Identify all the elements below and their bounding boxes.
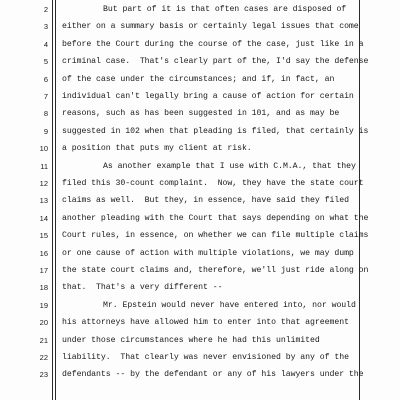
line-number: 17	[39, 266, 48, 275]
line-text: defendants -- by the defendant or any of his lawyers under the	[62, 370, 364, 380]
transcript-line	[0, 367, 400, 385]
line-number: 9	[43, 126, 48, 136]
line-number: 22	[39, 353, 48, 362]
line-number: 12	[39, 179, 48, 188]
transcript-line	[0, 333, 400, 351]
line-text: liability. That clearly was never envisioned by any of the	[62, 353, 349, 362]
line-text: As another example that I use with C.M.A., that they	[103, 161, 356, 171]
transcript-line	[0, 19, 400, 37]
transcript-line	[0, 315, 400, 333]
line-text: But part of it is that often cases are disposed of	[103, 5, 347, 14]
line-number: 5	[43, 57, 48, 67]
transcript-line	[0, 211, 400, 229]
line-number: 15	[39, 231, 48, 241]
line-number: 14	[39, 213, 48, 223]
transcript-line	[0, 176, 400, 194]
line-number: 16	[39, 248, 48, 258]
line-number: 10	[39, 144, 48, 154]
line-text: criminal case. That's clearly part of the, I'd say the defense	[62, 57, 369, 67]
line-number: 2	[43, 5, 48, 14]
transcript-line	[0, 228, 400, 246]
line-number: 8	[43, 109, 48, 119]
line-text: Court rules, in essence, on whether we can file multiple claims	[62, 231, 369, 241]
line-number: 18	[39, 283, 48, 293]
line-text: or one cause of action with multiple violations, we may dump	[62, 248, 354, 258]
line-text: a position that puts my client at risk.	[62, 144, 252, 154]
transcript-line	[0, 37, 400, 55]
line-text: reasons, such as has been suggested in 101, and as may be	[62, 109, 340, 119]
line-text: either on a summary basis or certainly legal issues that come	[62, 22, 359, 32]
line-text: suggested in 102 when that pleading is filed, that certainly is	[62, 126, 369, 136]
line-number: 7	[43, 92, 48, 101]
transcript-line	[0, 141, 400, 159]
line-text: the state court claims and, therefore, we'll just ride along on	[62, 266, 369, 275]
transcript-line	[0, 246, 400, 264]
transcript-line	[0, 2, 400, 20]
line-text: under those circumstances where he had this unlimited	[62, 335, 320, 345]
line-text: individual can't legally bring a cause of action for certain	[62, 92, 354, 101]
line-text: that. That's a very different --	[62, 283, 223, 293]
transcript-line	[0, 54, 400, 72]
line-number: 19	[39, 300, 48, 310]
line-text: of the case under the circumstances; and if, in fact, an	[62, 74, 335, 84]
transcript-line	[0, 159, 400, 177]
line-text: before the Court during the course of the case, just like in a	[62, 39, 364, 49]
transcript-line	[0, 263, 400, 281]
transcript-line	[0, 298, 400, 316]
line-text: filed this 30-count complaint. Now, they have the state court	[62, 179, 364, 188]
transcript-line	[0, 89, 400, 107]
transcript-line	[0, 72, 400, 90]
line-number: 6	[43, 74, 48, 84]
line-number: 11	[40, 161, 48, 171]
line-text: Mr. Epstein would never have entered into, nor would	[103, 300, 356, 310]
line-number: 23	[39, 370, 48, 380]
transcript-line	[0, 124, 400, 142]
transcript-line	[0, 350, 400, 368]
line-text: another pleading with the Court that says depending on what the	[62, 213, 369, 223]
line-number: 3	[43, 22, 48, 32]
line-number: 20	[39, 318, 48, 328]
line-number: 21	[39, 335, 48, 345]
line-text: his attorneys have allowed him to enter into that agreement	[62, 318, 349, 328]
transcript-line	[0, 193, 400, 211]
transcript-line	[0, 106, 400, 124]
line-number: 13	[39, 196, 48, 206]
transcript-line	[0, 280, 400, 298]
line-text: claims as well. But they, in essence, have said they filed	[62, 196, 349, 206]
line-number: 4	[43, 39, 48, 49]
